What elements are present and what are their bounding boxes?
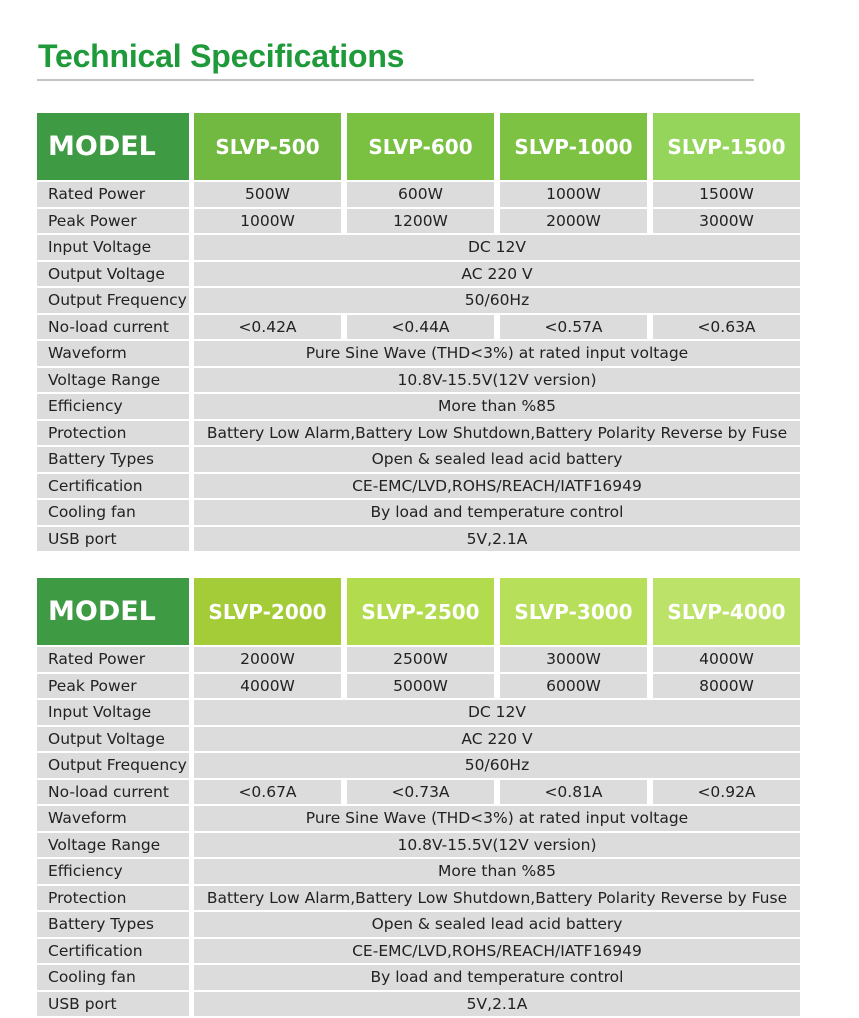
spec-value-span-cell: AC 220 V [194, 727, 800, 752]
spec-value-cell: <0.42A [194, 315, 341, 340]
spec-value-span-cell: Battery Low Alarm,Battery Low Shutdown,Battery Polarity Reverse by Fuse [194, 421, 800, 446]
spec-value-cell: <0.81A [500, 780, 647, 805]
spec-row [37, 421, 800, 446]
spec-value-cell: 4000W [653, 647, 800, 672]
spec-row [37, 859, 800, 884]
model-name-cell: SLVP-2500 [347, 578, 494, 645]
spec-label-cell: Protection [37, 421, 189, 446]
spec-label-cell: Output Voltage [37, 262, 189, 287]
spec-label-cell: USB port [37, 992, 189, 1017]
spec-value-span-cell: 50/60Hz [194, 288, 800, 313]
spec-value-span-cell: 5V,2.1A [194, 992, 800, 1017]
spec-row [37, 447, 800, 472]
spec-label-cell: USB port [37, 527, 189, 552]
spec-value-span-cell: Open & sealed lead acid battery [194, 447, 800, 472]
spec-value-cell: <0.44A [347, 315, 494, 340]
spec-value-cell: <0.63A [653, 315, 800, 340]
spec-value-span-cell: 5V,2.1A [194, 527, 800, 552]
model-name-cell: SLVP-4000 [653, 578, 800, 645]
spec-label-cell: Cooling fan [37, 965, 189, 990]
spec-row [37, 939, 800, 964]
spec-value-cell: 3000W [653, 209, 800, 234]
spec-label-cell: Peak Power [37, 209, 189, 234]
spec-label-cell: Battery Types [37, 912, 189, 937]
spec-value-span-cell: By load and temperature control [194, 965, 800, 990]
spec-row [37, 527, 800, 552]
spec-value-cell: 8000W [653, 674, 800, 699]
model-header-cell: MODEL [37, 578, 189, 645]
spec-label-cell: Voltage Range [37, 833, 189, 858]
spec-value-span-cell: By load and temperature control [194, 500, 800, 525]
spec-row [37, 992, 800, 1017]
spec-label-cell: Input Voltage [37, 235, 189, 260]
spec-label-cell: Cooling fan [37, 500, 189, 525]
spec-row [37, 647, 800, 672]
spec-row [37, 341, 800, 366]
model-name-cell: SLVP-3000 [500, 578, 647, 645]
spec-value-span-cell: DC 12V [194, 235, 800, 260]
spec-value-span-cell: Battery Low Alarm,Battery Low Shutdown,Battery Polarity Reverse by Fuse [194, 886, 800, 911]
spec-label-cell: Efficiency [37, 859, 189, 884]
model-name-cell: SLVP-1500 [653, 113, 800, 180]
spec-value-span-cell: 10.8V-15.5V(12V version) [194, 833, 800, 858]
spec-value-span-cell: More than %85 [194, 394, 800, 419]
spec-row [37, 674, 800, 699]
spec-value-cell: 2000W [194, 647, 341, 672]
spec-label-cell: Waveform [37, 806, 189, 831]
spec-label-cell: Output Frequency [37, 288, 189, 313]
spec-value-span-cell: DC 12V [194, 700, 800, 725]
spec-value-span-cell: 50/60Hz [194, 753, 800, 778]
spec-value-span-cell: Pure Sine Wave (THD<3%) at rated input voltage [194, 341, 800, 366]
spec-table-2 [37, 578, 800, 1018]
spec-value-span-cell: Open & sealed lead acid battery [194, 912, 800, 937]
model-name-cell: SLVP-2000 [194, 578, 341, 645]
spec-value-span-cell: AC 220 V [194, 262, 800, 287]
spec-row [37, 368, 800, 393]
spec-row [37, 235, 800, 260]
spec-row [37, 753, 800, 778]
spec-value-cell: 5000W [347, 674, 494, 699]
spec-label-cell: Efficiency [37, 394, 189, 419]
spec-value-cell: 1500W [653, 182, 800, 207]
spec-label-cell: Protection [37, 886, 189, 911]
spec-value-cell: 600W [347, 182, 494, 207]
spec-value-cell: 2500W [347, 647, 494, 672]
spec-table-1 [37, 113, 800, 553]
spec-label-cell: Waveform [37, 341, 189, 366]
title-divider [37, 79, 754, 81]
spec-label-cell: Output Voltage [37, 727, 189, 752]
spec-label-cell: Input Voltage [37, 700, 189, 725]
spec-row [37, 965, 800, 990]
spec-label-cell: Certification [37, 474, 189, 499]
table-header-row [37, 113, 800, 180]
spec-value-span-cell: More than %85 [194, 859, 800, 884]
spec-row [37, 727, 800, 752]
spec-value-cell: 1000W [194, 209, 341, 234]
spec-row [37, 474, 800, 499]
table-header-row [37, 578, 800, 645]
spec-value-cell: <0.67A [194, 780, 341, 805]
spec-row [37, 833, 800, 858]
spec-label-cell: No-load current [37, 780, 189, 805]
spec-value-cell: 4000W [194, 674, 341, 699]
spec-value-cell: 6000W [500, 674, 647, 699]
spec-row [37, 500, 800, 525]
spec-row [37, 780, 800, 805]
page-title: Technical Specifications [38, 38, 405, 74]
spec-value-span-cell: Pure Sine Wave (THD<3%) at rated input voltage [194, 806, 800, 831]
spec-label-cell: Certification [37, 939, 189, 964]
model-name-cell: SLVP-600 [347, 113, 494, 180]
spec-row [37, 315, 800, 340]
spec-value-span-cell: CE-EMC/LVD,ROHS/REACH/IATF16949 [194, 474, 800, 499]
model-name-cell: SLVP-500 [194, 113, 341, 180]
spec-row [37, 394, 800, 419]
spec-value-cell: 2000W [500, 209, 647, 234]
spec-value-cell: <0.73A [347, 780, 494, 805]
spec-value-cell: <0.92A [653, 780, 800, 805]
spec-row [37, 886, 800, 911]
model-header-cell: MODEL [37, 113, 189, 180]
spec-label-cell: Rated Power [37, 182, 189, 207]
spec-value-cell: <0.57A [500, 315, 647, 340]
spec-row [37, 700, 800, 725]
spec-label-cell: Peak Power [37, 674, 189, 699]
spec-label-cell: Voltage Range [37, 368, 189, 393]
spec-row [37, 182, 800, 207]
spec-value-span-cell: 10.8V-15.5V(12V version) [194, 368, 800, 393]
spec-row [37, 912, 800, 937]
spec-label-cell: Output Frequency [37, 753, 189, 778]
spec-row [37, 288, 800, 313]
spec-label-cell: No-load current [37, 315, 189, 340]
spec-row [37, 209, 800, 234]
spec-value-span-cell: CE-EMC/LVD,ROHS/REACH/IATF16949 [194, 939, 800, 964]
spec-value-cell: 1000W [500, 182, 647, 207]
spec-label-cell: Battery Types [37, 447, 189, 472]
spec-value-cell: 1200W [347, 209, 494, 234]
spec-row [37, 262, 800, 287]
spec-row [37, 806, 800, 831]
spec-value-cell: 500W [194, 182, 341, 207]
spec-value-cell: 3000W [500, 647, 647, 672]
spec-label-cell: Rated Power [37, 647, 189, 672]
model-name-cell: SLVP-1000 [500, 113, 647, 180]
